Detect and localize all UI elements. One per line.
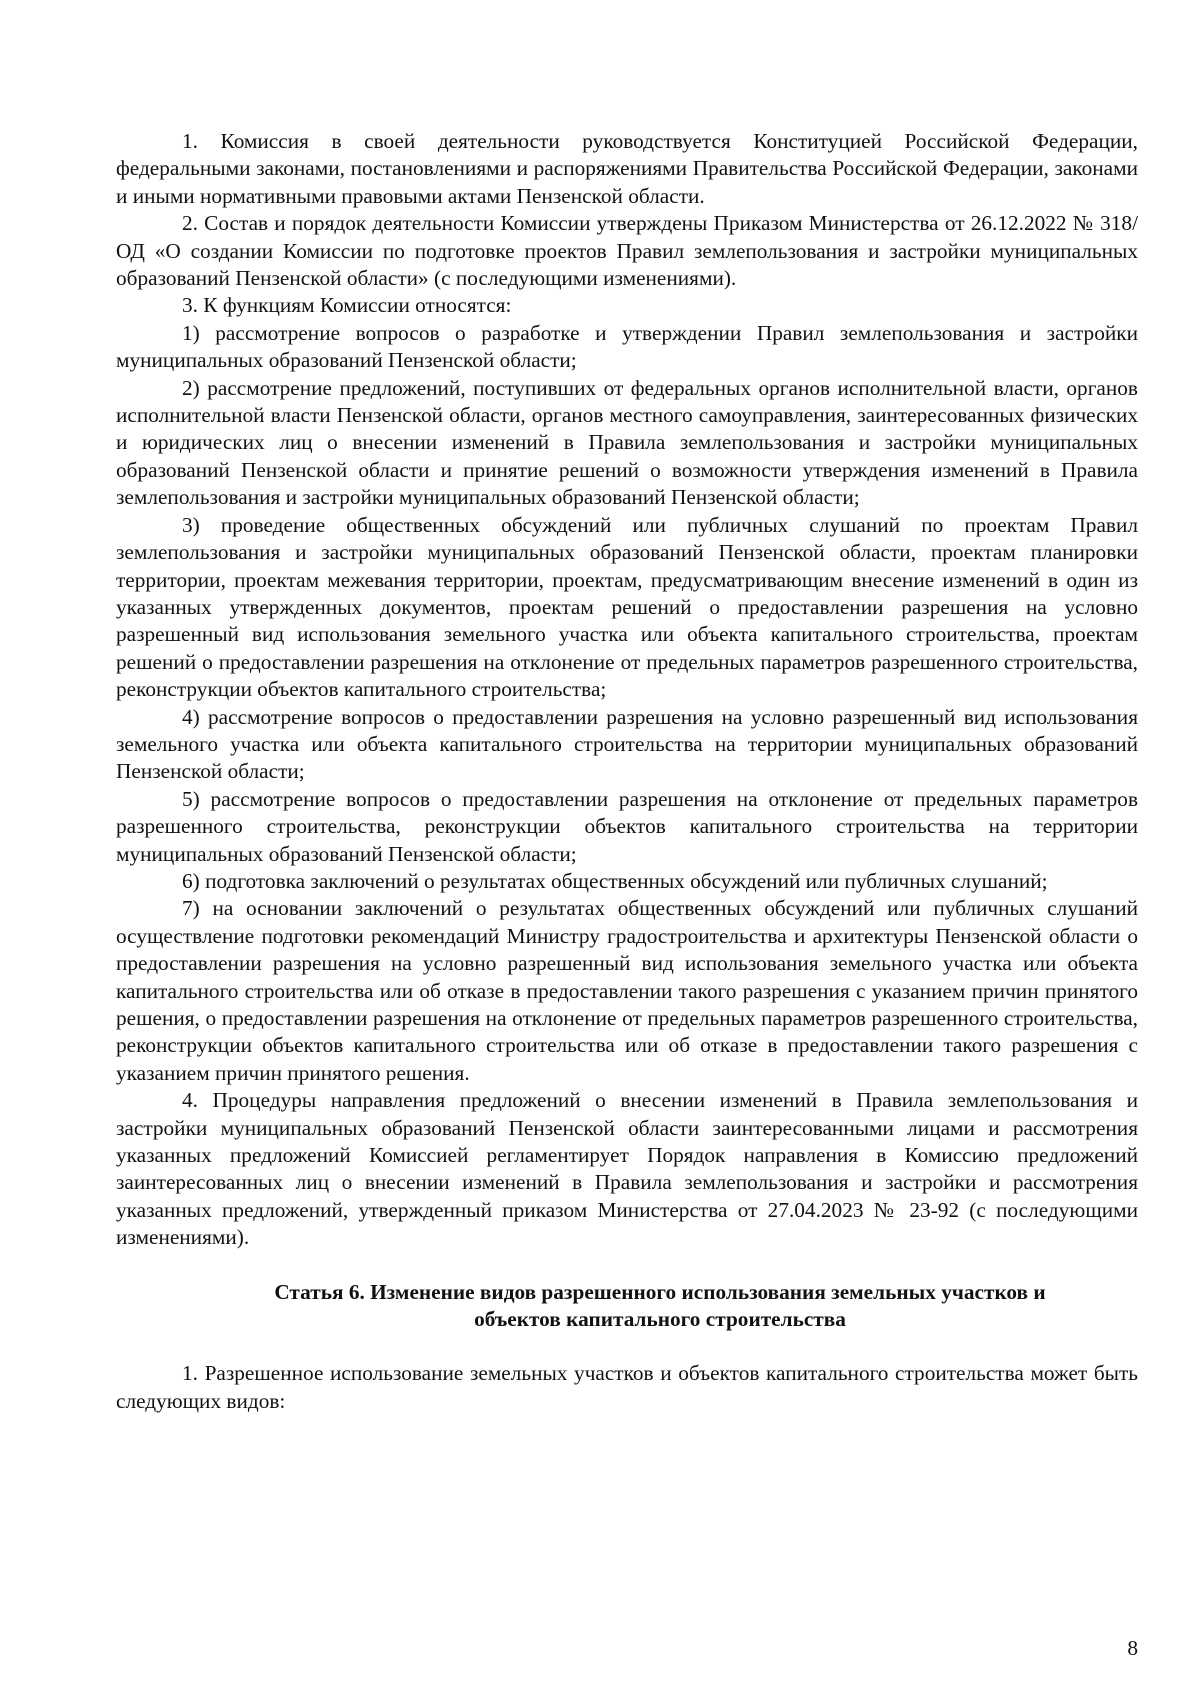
- paragraph-2: 2. Состав и порядок деятельности Комиссии утверждены Приказом Министерства от 26.12.2022 № 318/ОД «О создании Комиссии по подготовке проектов Правил землепользования и застройки муниципальных образований Пензенской области» (с последующими изменениями).: [116, 211, 1138, 291]
- article-heading-line-1: Статья 6. Изменение видов разрешенного использования земельных участков и: [274, 1279, 1046, 1304]
- article-heading-line-2: объектов капитального строительства: [474, 1307, 846, 1332]
- page-number: 8: [1127, 1636, 1138, 1660]
- paragraph-4: 4. Процедуры направления предложений о внесении изменений в Правила землепользования и застройки муниципальных образований Пензенской области заинтересованными лицами и рассмотрения указанных предложений Комиссией регламентирует Порядок направления в Комиссию предложений заинтересованных лиц о внесении изменений в Правила землепользования и застройки и рассмотрения указанных предложений, утвержденный приказом Министерства от 27.04.2023 № 23-92 (с последующими изменениями).: [116, 1088, 1138, 1250]
- article-paragraph-1: 1. Разрешенное использование земельных участков и объектов капитального строительства может быть следующих видов:: [116, 1361, 1138, 1413]
- list-item-6: 6) подготовка заключений о результатах общественных обсуждений или публичных слушаний;: [182, 868, 1048, 893]
- list-item-3: 3) проведение общественных обсуждений или публичных слушаний по проектам Правил землепользования и застройки муниципальных образований Пензенской области, проектам планировки территории, проектам межевания территории, проектам, предусматривающим внесение изменений в один из указанных утвержденных документов, проектам решений о предоставлении разрешения на условно разрешенный вид использования земельного участка или объекта капитального строительства, проектам решений о предоставлении разрешения на отклонение от предельных параметров разрешенного строительства, реконструкции объектов капитального строительства;: [116, 512, 1138, 702]
- list-item-2: 2) рассмотрение предложений, поступивших от федеральных органов исполнительной власти, органов исполнительной власти Пензенской области, органов местного самоуправления, заинтересованных физических и юридических лиц о внесении изменений в Правила землепользования и застройки муниципальных образований Пензенской области и принятие решений о возможности утверждения изменений в Правила землепользования и застройки муниципальных образований Пензенской области;: [116, 375, 1138, 510]
- paragraph-3: 3. К функциям Комиссии относятся:: [182, 293, 512, 318]
- list-item-5: 5) рассмотрение вопросов о предоставлении разрешения на отклонение от предельных параметров разрешенного строительства, реконструкции объектов капитального строительства на территории муниципальных образований Пензенской области;: [116, 786, 1138, 866]
- list-item-1: 1) рассмотрение вопросов о разработке и утверждении Правил землепользования и застройки муниципальных образований Пензенской области;: [116, 320, 1138, 373]
- document-page: [116, 128, 1138, 1415]
- article-heading: [116, 1279, 1138, 1334]
- list-item-7: 7) на основании заключений о результатах общественных обсуждений или публичных слушаний осуществление подготовки рекомендаций Министру градостроительства и архитектуры Пензенской области о предоставлении разрешения на условно разрешенный вид использования земельного участка или объекта капитального строительства или об отказе в предоставлении такого разрешения с указанием причин принятого решения, о предоставлении разрешения на отклонение от предельных параметров разрешенного строительства, реконструкции объектов капитального строительства или об отказе в предоставлении такого разрешения с указанием причин принятого решения.: [116, 896, 1138, 1085]
- list-item-4: 4) рассмотрение вопросов о предоставлении разрешения на условно разрешенный вид использования земельного участка или объекта капитального строительства на территории муниципальных образований Пензенской области;: [116, 704, 1138, 784]
- paragraph-1: 1. Комиссия в своей деятельности руководствуется Конституцией Российской Федерации, федеральными законами, постановлениями и распоряжениями Правительства Российской Федерации, законами и иными нормативными правовыми актами Пензенской области.: [116, 129, 1138, 208]
